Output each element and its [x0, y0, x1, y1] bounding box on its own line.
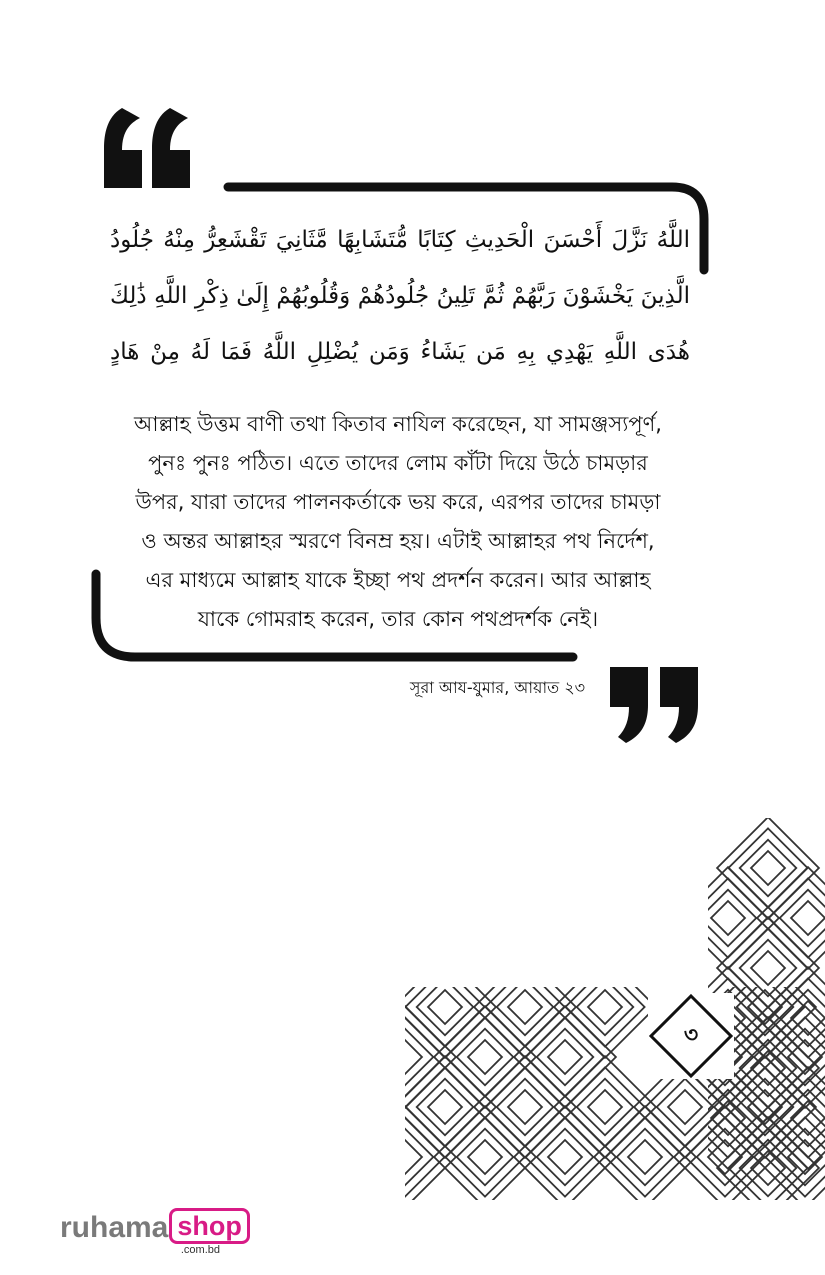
bengali-translation: [112, 405, 684, 639]
page-number-badge: [648, 993, 734, 1079]
arabic-line-1: اللَّهُ نَزَّلَ أَحْسَنَ الْحَدِيثِ كِتَابًا مُّتَشَابِهًا مَّثَانِيَ تَقْشَعِرُّ مِنْهُ جُلُودُ: [110, 227, 690, 253]
logo-ruhama-text: ruhama: [60, 1211, 169, 1244]
translation-line-3: উপর, যারা তাদের পালনকর্তাকে ভয় করে, এরপর তাদের চামড়া: [135, 490, 661, 514]
arabic-line-2: الَّذِينَ يَخْشَوْنَ رَبَّهُمْ ثُمَّ تَلِينُ جُلُودُهُمْ وَقُلُوبُهُمْ إِلَىٰ ذِكْرِ اللَّهِ ذَٰلِكَ: [110, 283, 690, 309]
quote-close-icon: [608, 665, 703, 745]
translation-line-2: পুনঃ পুনঃ পঠিত। এতে তাদের লোম কাঁটা দিয়ে উঠে চামড়ার: [148, 451, 648, 475]
diamond-pattern-band: [405, 987, 825, 1200]
translation-line-5: এর মাধ্যমে আল্লাহ যাকে ইচ্ছা পথ প্রদর্শন করেন। আর আল্লাহ: [145, 568, 651, 592]
quote-open-icon: [100, 70, 200, 190]
logo-domain-text: .com.bd: [180, 1244, 220, 1256]
translation-line-6: যাকে গোমরাহ করেন, তার কোন পথপ্রদর্শক নেই।: [197, 607, 599, 631]
ruhamashop-logo: [60, 1210, 250, 1260]
translation-line-4: ও অন্তর আল্লাহর স্মরণে বিনম্র হয়। এটাই আল্লাহর পথ নির্দেশ,: [141, 529, 655, 553]
logo-shop-text: shop: [169, 1208, 250, 1244]
translation-line-1: আল্লাহ উত্তম বাণী তথা কিতাব নাযিল করেছেন, যা সামঞ্জস্যপূর্ণ,: [134, 412, 662, 436]
arabic-line-3: هُدَى اللَّهِ يَهْدِي بِهِ مَن يَشَاءُ وَمَن يُضْلِلِ اللَّهُ فَمَا لَهُ مِنْ هَادٍ: [110, 339, 690, 365]
verse-source: সূরা আয-যুমার, আয়াত ২৩: [409, 678, 585, 697]
arabic-verse: [110, 212, 690, 380]
page-number: ৩: [683, 1023, 699, 1048]
